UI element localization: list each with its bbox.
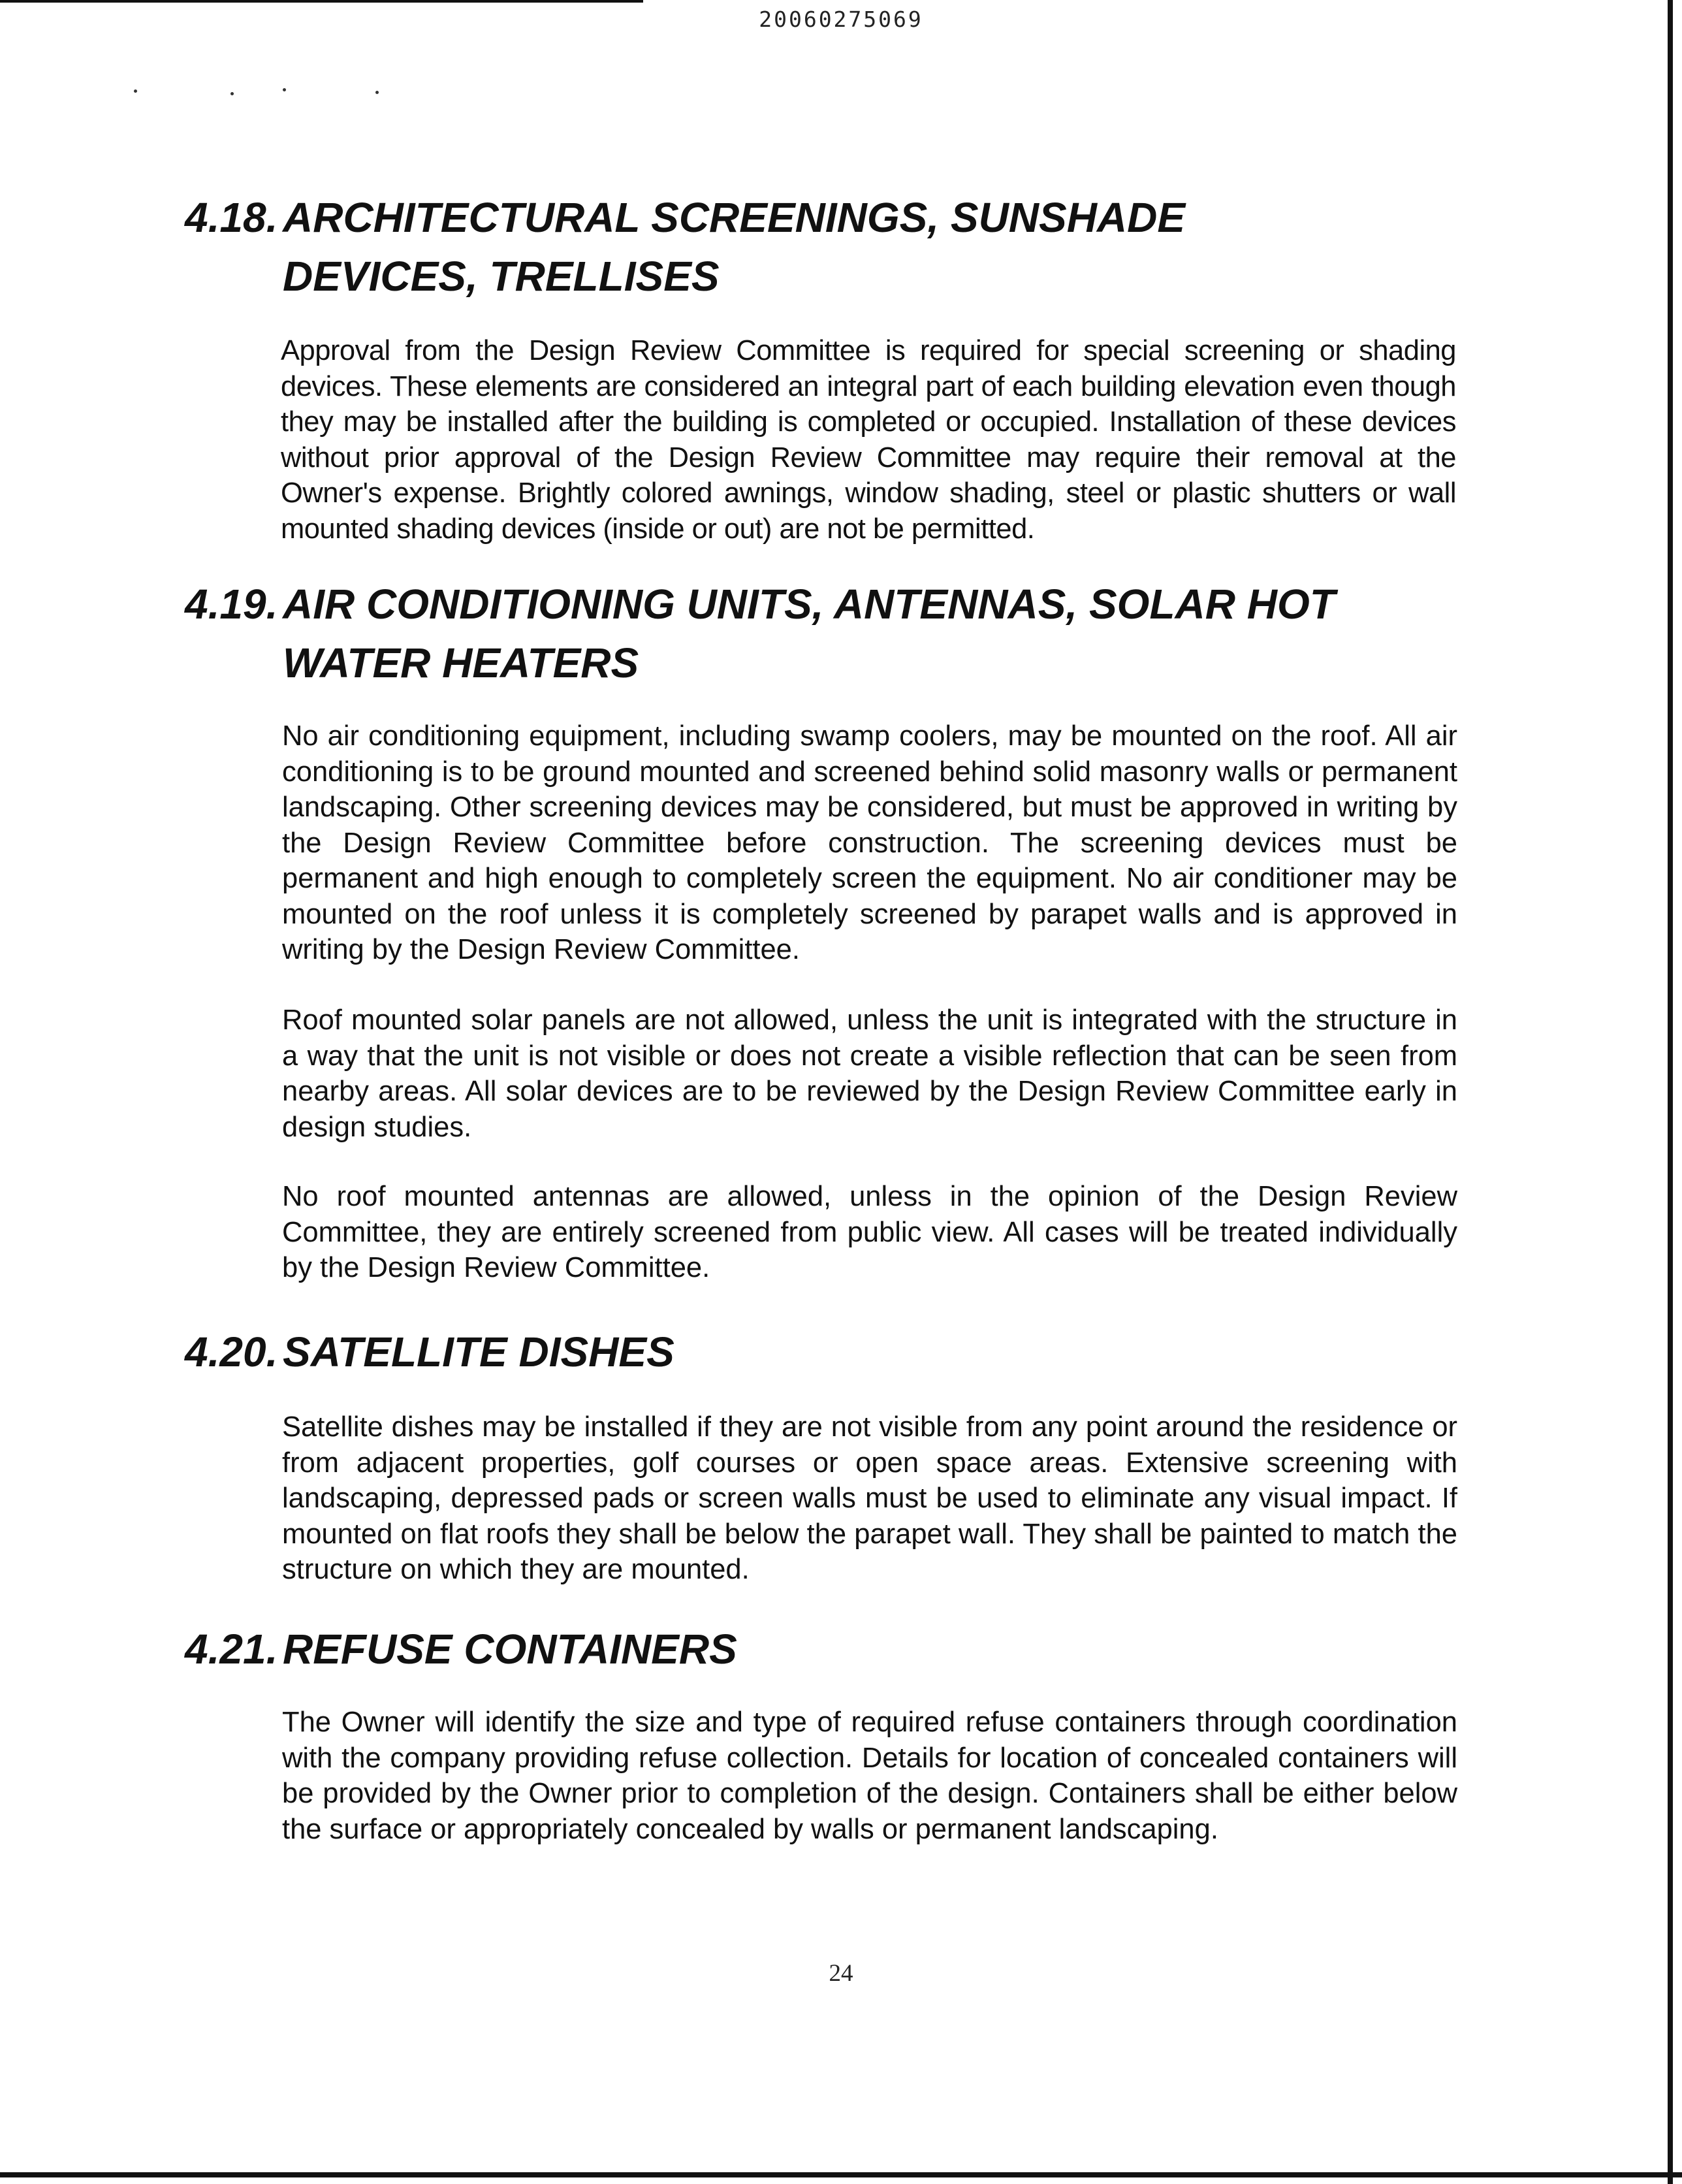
section-number: 4.18. (185, 194, 278, 241)
section-title-line1: AIR CONDITIONING UNITS, ANTENNAS, SOLAR HOT (283, 581, 1335, 628)
section-heading-4-19 (185, 575, 1335, 692)
paragraph: The Owner will identify the size and type of required refuse containers through coordination with the company providing refuse collection. Details for location of concealed containers will be provided by the Owner prior to completion of the design. Containers shall be either below the surface or appropriately concealed by walls or permanent landscaping. (282, 1707, 1457, 1845)
section-heading-4-20 (185, 1323, 674, 1381)
section-title-line1: REFUSE CONTAINERS (283, 1626, 737, 1673)
paragraph: Satellite dishes may be installed if they are not visible from any point around the residence or from adjacent properties, golf courses or open space areas. Extensive screening with landscaping, depressed pads or screen walls must be used to eliminate any visual impact. If mounted on flat roofs they shall be below the parapet wall. They shall be painted to match the structure on which they are mounted. (282, 1411, 1457, 1585)
section-heading-4-21 (185, 1620, 737, 1678)
paragraph: Approval from the Design Review Committee is required for special screening or shading devices. These elements are considered an integral part of each building elevation even though they may be installed after the building is completed or occupied. Installation of these devices without prior approval of the Design Review Committee may require their removal at the Owner's expense. Brightly colored awnings, window shading, steel or plastic shutters or wall mounted shading devices (inside or out) are not be permitted. (281, 335, 1456, 545)
paragraph: No air conditioning equipment, including swamp coolers, may be mounted on the roof. All air conditioning is to be ground mounted and screened behind solid masonry walls or permanent landscaping. Other screening devices may be considered, but must be approved in writing by the Design Review Committee before construction. The screening devices must be permanent and high enough to completely screen the equipment. No air conditioner may be mounted on the roof unless it is completely screened by parapet walls and is approved in writing by the Design Review Committee. (282, 720, 1457, 965)
section-heading-4-18 (185, 188, 1185, 306)
section-title-line1: SATELLITE DISHES (283, 1328, 674, 1375)
section-title-line2: DEVICES, TRELLISES (283, 253, 720, 300)
section-title-line2: WATER HEATERS (283, 639, 639, 686)
section-title-line1: ARCHITECTURAL SCREENINGS, SUNSHADE (283, 194, 1186, 241)
section-number: 4.20. (185, 1328, 278, 1375)
section-number: 4.19. (185, 581, 278, 628)
document-number: 20060275069 (759, 7, 923, 32)
paragraph: No roof mounted antennas are allowed, unless in the opinion of the Design Review Committee, they are entirely screened from public view. All cases will be treated individually by the Design Review Committee. (282, 1181, 1457, 1283)
page-number: 24 (829, 1960, 853, 1987)
section-number: 4.21. (185, 1626, 278, 1673)
paragraph: Roof mounted solar panels are not allowed, unless the unit is integrated with the structure in a way that the unit is not visible or does not create a visible reflection that can be seen from nearby areas. All solar devices are to be reviewed by the Design Review Committee early in design studies. (282, 1004, 1457, 1143)
